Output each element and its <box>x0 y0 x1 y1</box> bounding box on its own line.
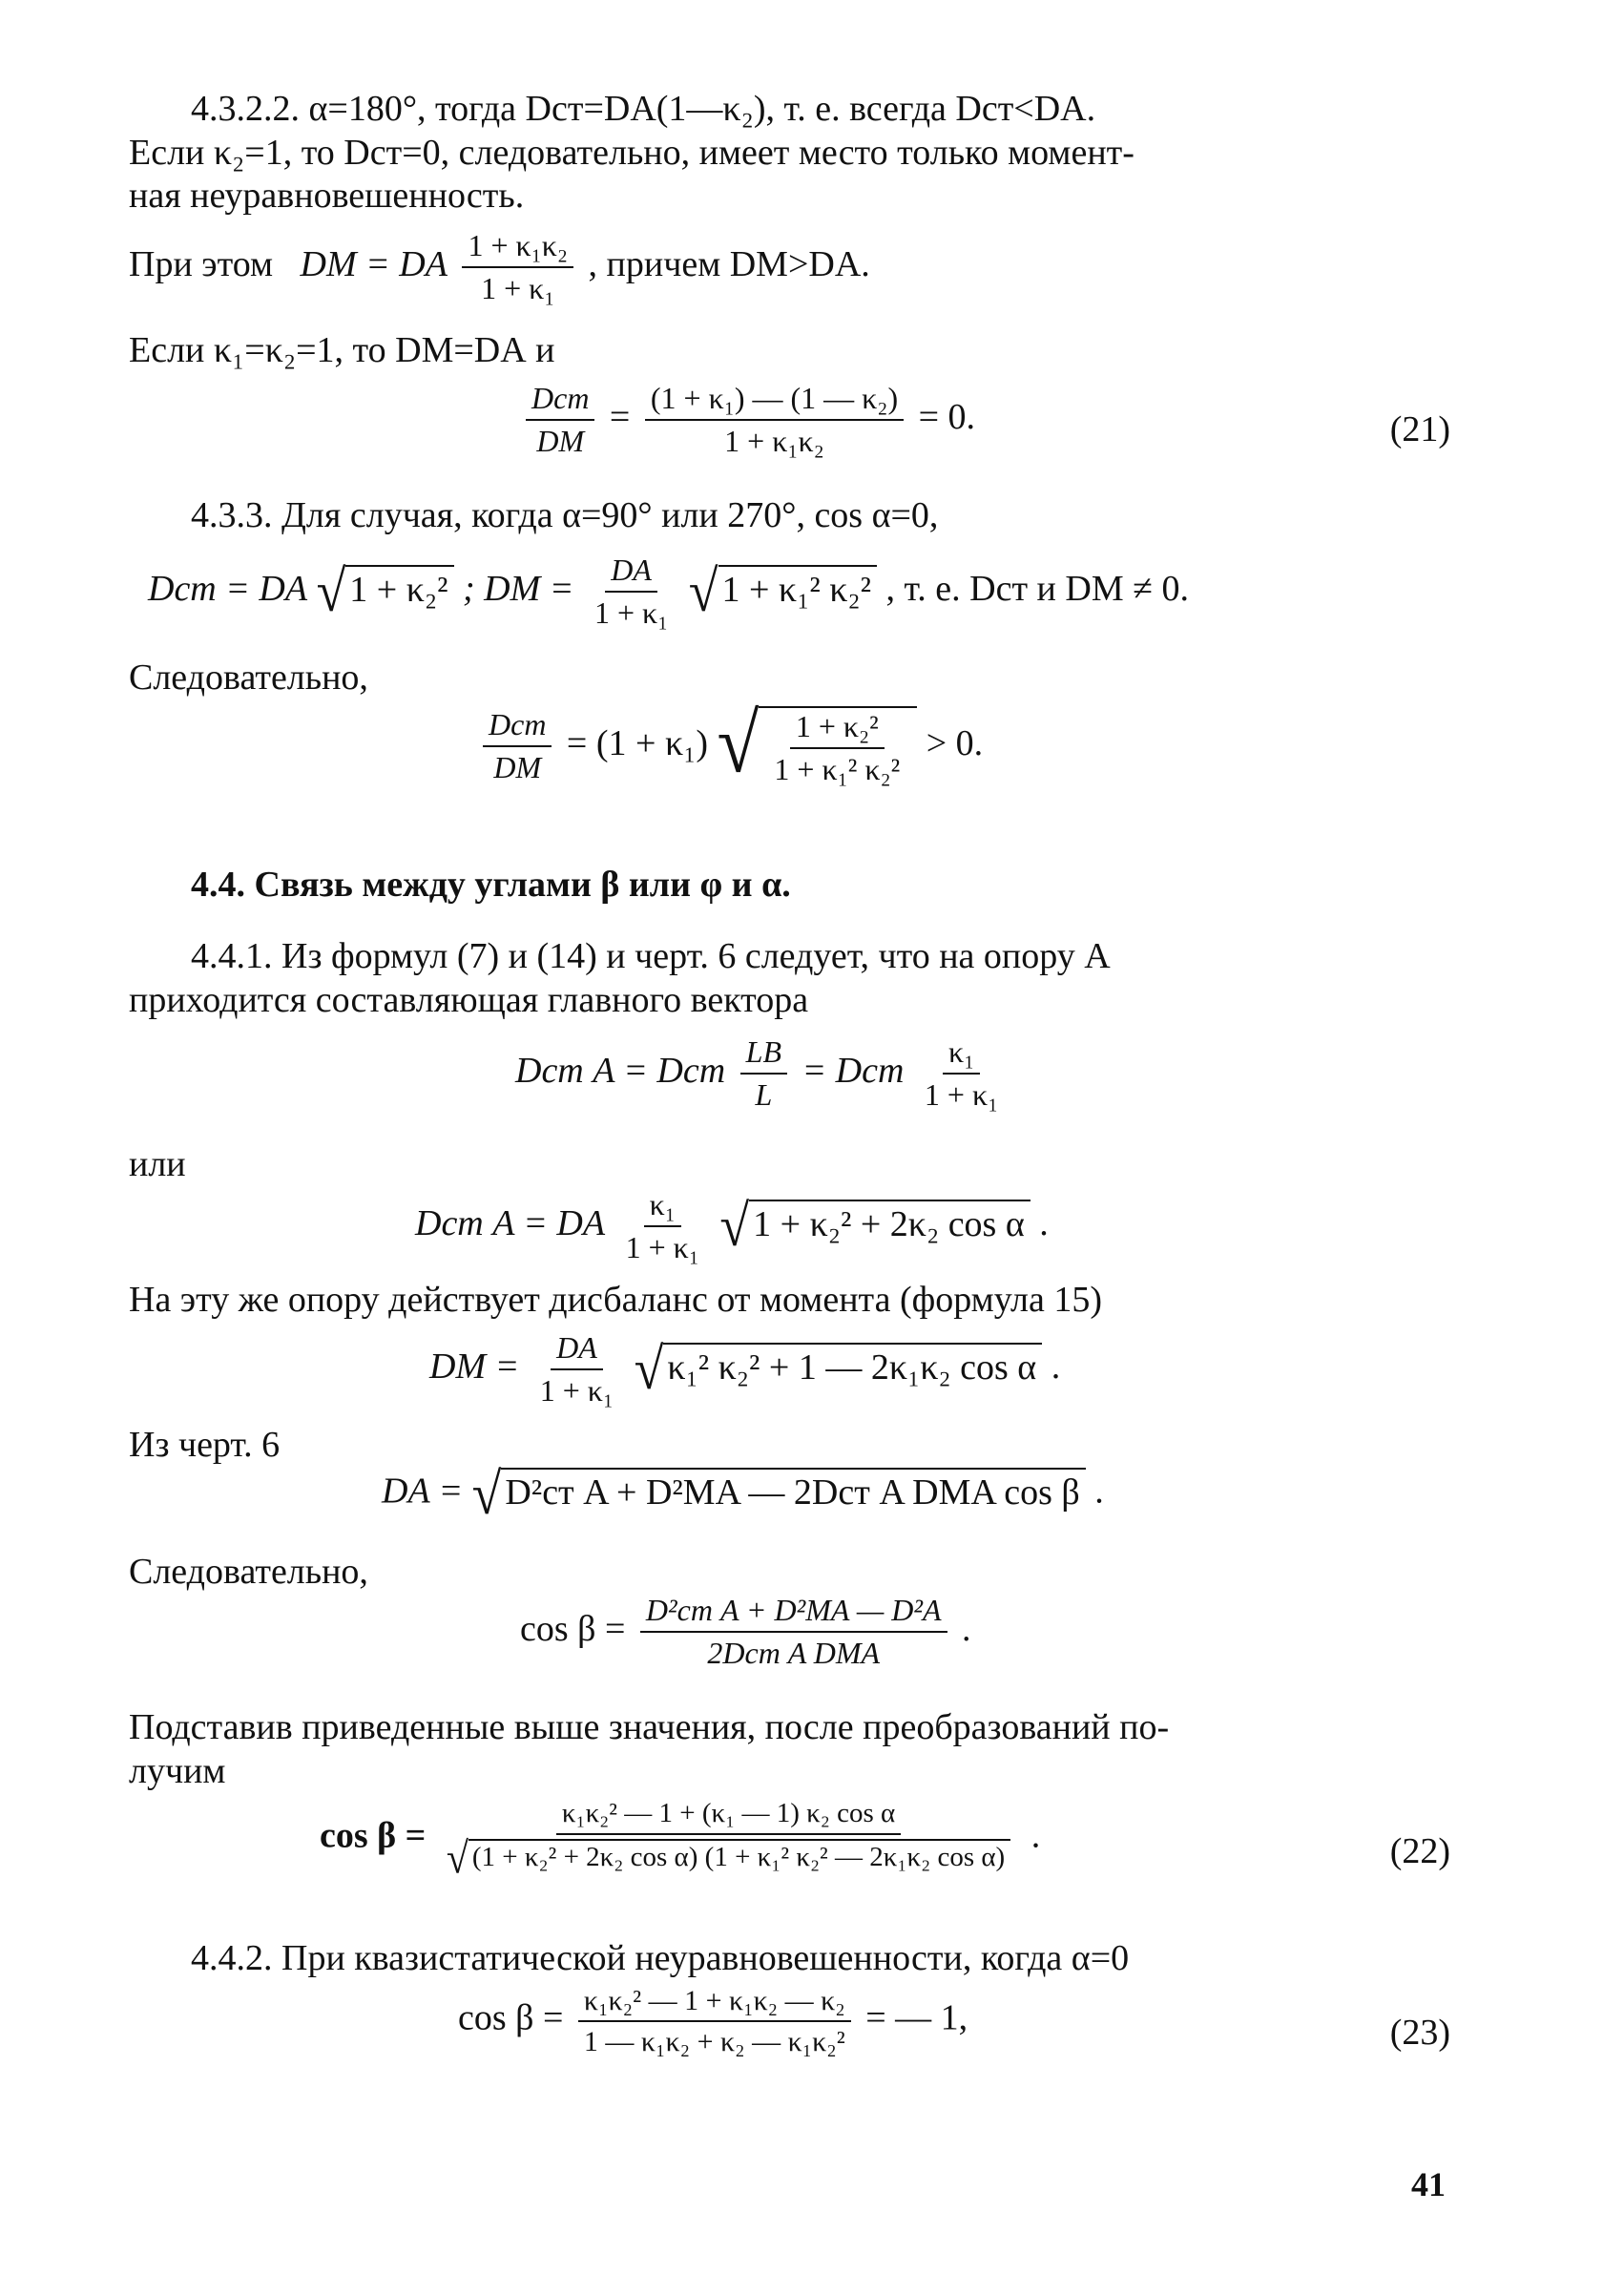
text-line: Следовательно, <box>129 1552 368 1592</box>
equation-dst-a-2 <box>415 1188 1049 1264</box>
text-fragment: > 0. <box>926 722 984 763</box>
fraction-numerator: κ₁ <box>644 1188 681 1227</box>
text-fragment: . <box>1051 1346 1061 1387</box>
radical-sign-icon: √ <box>719 1194 750 1260</box>
square-root <box>719 1194 1030 1260</box>
equation-number: (21) <box>1389 409 1450 449</box>
text-line: Если κ₂=1, то Dст=0, следовательно, имеет место только момент- <box>129 132 1135 173</box>
fraction-denominator: L <box>755 1077 773 1113</box>
equation-4-3-3 <box>148 553 1189 630</box>
text-line: или <box>129 1144 186 1184</box>
paragraph-4-3-2-2 <box>129 88 1446 219</box>
equation-22 <box>320 1798 1041 1884</box>
text-line: ная неуравновешенность. <box>129 176 525 217</box>
radical-sign-icon: √ <box>446 1834 468 1884</box>
fraction-numerator: 1 + κ₂² <box>790 710 885 749</box>
equation-number: (22) <box>1389 1831 1450 1871</box>
fraction-numerator: DA <box>605 553 657 593</box>
text-fragment: = — 1, <box>865 1997 968 2038</box>
fraction-numerator: κ₁ <box>943 1035 980 1075</box>
fraction-denominator: 1 — κ₁κ₂ + κ₂ — κ₁κ₂² <box>583 2026 845 2057</box>
radicand: 1 + κ₂² <box>345 565 453 618</box>
fraction-denominator: 1 + κ₁ <box>593 595 669 631</box>
square-root <box>471 1461 1086 1528</box>
math-fragment: ; DМ = <box>463 568 574 609</box>
fraction-denominator: 1 + κ₁ <box>625 1230 699 1265</box>
math-fragment: = Dст <box>802 1050 905 1091</box>
fraction <box>768 710 906 786</box>
text-line: Следовательно, <box>129 657 368 698</box>
square-root <box>446 1834 1010 1884</box>
fraction <box>589 553 674 630</box>
fraction <box>578 1985 851 2057</box>
text-line: Если κ₁=κ₂=1, то DМ=DА и <box>129 330 555 370</box>
radical-sign-icon: √ <box>634 1337 664 1403</box>
math-fragment: cos β = <box>520 1608 626 1649</box>
paragraph-4-4-2: 4.4.2. При квазистатической неуравновешенности, когда α=0 <box>191 1938 1130 1978</box>
text-fragment: = 0. <box>918 396 976 437</box>
paragraph-4-3-3: 4.3.3. Для случая, когда α=90° или 270°, cos α=0, <box>191 495 939 535</box>
radicand <box>759 706 917 786</box>
fraction-denominator: 2Dст A DМA <box>707 1636 881 1671</box>
text-line: приходится составляющая главного вектора <box>129 979 809 1020</box>
equation-da <box>382 1461 1104 1528</box>
radicand: κ₁² κ₂² + 1 — 2κ₁κ₂ cos α <box>663 1343 1042 1396</box>
fraction-numerator: (1 + κ₁) — (1 — κ₂) <box>645 382 904 421</box>
equation-dm-2 <box>429 1331 1060 1408</box>
fraction <box>640 1594 947 1670</box>
radical-sign-icon: √ <box>717 698 760 791</box>
text-line: На эту же опору действует дисбаланс от момента (формула 15) <box>129 1280 1103 1320</box>
page-number: 41 <box>1411 2165 1446 2203</box>
radicand: 1 + κ₂² + 2κ₂ cos α <box>749 1200 1030 1253</box>
text-line: Подставив приведенные выше значения, после преобразований по- <box>129 1707 1170 1747</box>
square-root <box>688 559 877 625</box>
fraction-numerator: Dст <box>483 708 552 747</box>
paragraph-substitution <box>129 1706 1446 1793</box>
math-fragment: Dст A = DA <box>415 1202 606 1243</box>
equation-21: $\frac{\text{Dст}}{DМ}$ = $\frac{\text{(1 + κ₁) — (1 — κ₂)}}{\text{1 + κ₁κ₂}}$ = 0. <box>520 382 975 458</box>
fraction-denominator: DМ <box>536 424 585 459</box>
fraction-numerator: D²ст A + D²МA — D²A <box>640 1594 947 1633</box>
text-fragment: . <box>1039 1202 1049 1243</box>
fraction-denominator: DМ <box>493 750 542 785</box>
fraction-denominator: 1 + κ₁ <box>924 1077 999 1113</box>
fraction <box>645 382 904 458</box>
text-fragment: . <box>962 1608 971 1649</box>
fraction-numerator: κ₁κ₂² — 1 + (κ₁ — 1) κ₂ cos α <box>556 1799 901 1835</box>
equation-number: (23) <box>1389 2013 1450 2053</box>
text-line: 4.3.2.2. α=180°, тогда Dст=DА(1—κ₂), т. е. всегда Dст<DА. <box>191 89 1096 129</box>
fraction <box>483 708 552 784</box>
equation-23 <box>458 1985 968 2057</box>
text-fragment: При этом <box>129 243 274 284</box>
math-fragment: DМ = DA <box>300 243 448 284</box>
square-root <box>717 698 918 791</box>
fraction <box>462 229 573 305</box>
text-line: Из черт. 6 <box>129 1425 281 1465</box>
text-fragment: = (1 + κ₁) <box>566 722 708 763</box>
text-fragment: . <box>1094 1471 1104 1512</box>
fraction-denominator <box>441 1834 1016 1884</box>
math-fragment: Dст A = Dст <box>515 1050 726 1091</box>
fraction <box>526 382 594 458</box>
fraction <box>620 1188 705 1264</box>
fraction <box>740 1035 787 1112</box>
math-fragment: DA = <box>382 1471 464 1512</box>
radical-sign-icon: √ <box>471 1461 502 1528</box>
equation-cos-beta <box>520 1594 971 1670</box>
equation-dst-a <box>515 1035 1010 1112</box>
square-root <box>316 559 454 625</box>
fraction-numerator: DA <box>551 1331 603 1370</box>
fraction-numerator: 1 + κ₁κ₂ <box>462 229 573 268</box>
math-fragment: DМ = <box>429 1346 520 1387</box>
math-fragment: cos β = <box>458 1997 564 2038</box>
fraction-numerator: LB <box>740 1035 787 1075</box>
text-fragment: . <box>1030 1815 1041 1856</box>
fraction-denominator: 1 + κ₁ <box>539 1373 614 1409</box>
radicand: (1 + κ₂² + 2κ₂ cos α) (1 + κ₁² κ₂² — 2κ₁κ₂ cos α) <box>468 1839 1010 1879</box>
equation-dm <box>129 229 870 305</box>
fraction <box>441 1798 1016 1884</box>
fraction-denominator: 1 + κ₁κ₂ <box>724 424 824 459</box>
fraction <box>534 1331 619 1408</box>
math-fragment: cos β = <box>320 1815 427 1856</box>
radicand: D²ст A + D²МA — 2Dст A DМA cos β <box>501 1468 1085 1521</box>
square-root <box>634 1337 1043 1403</box>
fraction-denominator: 1 + κ₁ <box>481 271 555 306</box>
equation-ratio <box>477 698 984 791</box>
text-line: лучим <box>129 1750 226 1791</box>
radical-sign-icon: √ <box>316 559 346 625</box>
radicand: 1 + κ₁² κ₂² <box>718 565 878 618</box>
fraction-numerator: κ₁κ₂² — 1 + κ₁κ₂ — κ₂ <box>578 1985 851 2022</box>
fraction-denominator: 1 + κ₁² κ₂² <box>774 752 901 787</box>
paragraph-4-4-1 <box>129 935 1446 1022</box>
text-line: 4.4.1. Из формул (7) и (14) и черт. 6 следует, что на опору A <box>191 936 1111 976</box>
fraction-numerator: Dст <box>526 382 594 421</box>
section-heading: 4.4. Связь между углами β или φ и α. <box>191 865 791 905</box>
text-fragment: , т. е. Dст и DМ ≠ 0. <box>885 568 1189 609</box>
radical-sign-icon: √ <box>688 559 718 625</box>
fraction <box>919 1035 1004 1112</box>
math-fragment: Dст = DА <box>148 568 308 609</box>
text-fragment: , причем DМ>DА. <box>588 243 870 284</box>
